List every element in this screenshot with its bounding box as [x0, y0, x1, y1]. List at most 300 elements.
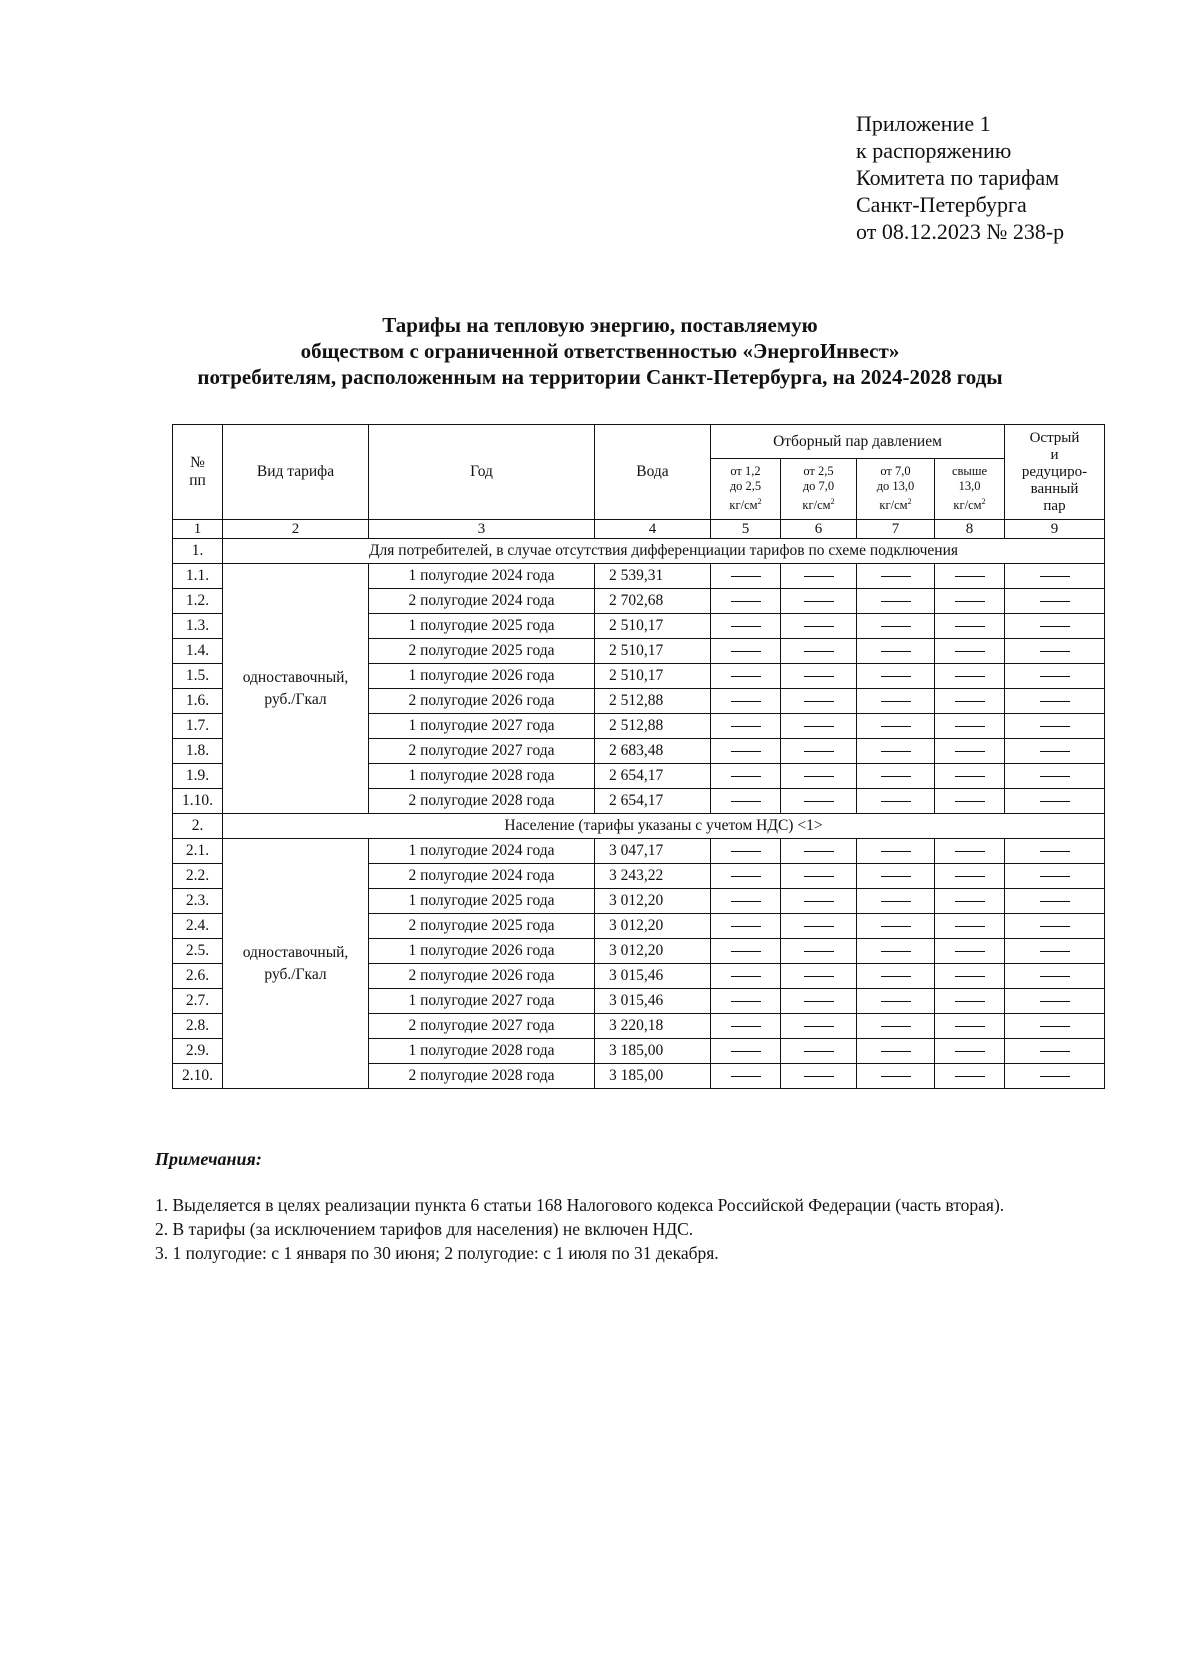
dash-mark: [1040, 601, 1070, 602]
empty-value-cell: [1005, 964, 1105, 989]
header-voda: Вода: [595, 425, 711, 520]
row-number: 2.10.: [173, 1064, 223, 1089]
appendix-line: Комитета по тарифам: [856, 165, 1060, 190]
empty-value-cell: [935, 1014, 1005, 1039]
empty-value-cell: [1005, 739, 1105, 764]
dash-mark: [881, 926, 911, 927]
header-god: Год: [369, 425, 595, 520]
tariff-type-line: одноставочный,: [242, 943, 349, 961]
dash-mark: [804, 651, 834, 652]
dash-mark: [1040, 701, 1070, 702]
empty-value-cell: [857, 864, 935, 889]
column-number: 4: [595, 520, 711, 539]
row-number: 2.2.: [173, 864, 223, 889]
dash-mark: [955, 1051, 985, 1052]
dash-mark: [881, 701, 911, 702]
row-number: 1.1.: [173, 564, 223, 589]
row-number: 2.6.: [173, 964, 223, 989]
dash-mark: [955, 601, 985, 602]
header-ostry: [1005, 425, 1105, 520]
dash-mark: [1040, 626, 1070, 627]
water-tariff-cell: 2 510,17: [595, 639, 711, 664]
dash-mark: [881, 1051, 911, 1052]
column-number: 3: [369, 520, 595, 539]
empty-value-cell: [935, 589, 1005, 614]
empty-value-cell: [711, 739, 781, 764]
empty-value-cell: [711, 839, 781, 864]
empty-value-cell: [1005, 1014, 1105, 1039]
empty-value-cell: [1005, 614, 1105, 639]
water-tariff-cell: 2 539,31: [595, 564, 711, 589]
water-tariff-cell: 2 512,88: [595, 689, 711, 714]
dash-mark: [804, 601, 834, 602]
water-tariff-cell: 3 012,20: [595, 939, 711, 964]
water-tariff-cell: 2 683,48: [595, 739, 711, 764]
empty-value-cell: [711, 1014, 781, 1039]
row-number: 1.10.: [173, 789, 223, 814]
header-num: [173, 425, 223, 520]
tariff-type-line: руб./Гкал: [264, 965, 327, 983]
water-tariff-cell: 3 185,00: [595, 1039, 711, 1064]
water-tariff-cell: 2 654,17: [595, 789, 711, 814]
empty-value-cell: [857, 964, 935, 989]
empty-value-cell: [711, 764, 781, 789]
dash-mark: [1040, 851, 1070, 852]
empty-value-cell: [711, 714, 781, 739]
water-tariff-cell: 3 243,22: [595, 864, 711, 889]
empty-value-cell: [1005, 714, 1105, 739]
dash-mark: [1040, 726, 1070, 727]
empty-value-cell: [857, 714, 935, 739]
empty-value-cell: [857, 1039, 935, 1064]
empty-value-cell: [711, 689, 781, 714]
dash-mark: [955, 876, 985, 877]
dash-mark: [731, 1026, 761, 1027]
dash-mark: [1040, 1001, 1070, 1002]
empty-value-cell: [935, 639, 1005, 664]
empty-value-cell: [1005, 789, 1105, 814]
empty-value-cell: [935, 889, 1005, 914]
tariff-table: [172, 424, 1105, 1089]
note-item: 3. 1 полугодие: с 1 января по 30 июня; 2 полугодие: с 1 июля по 31 декабря.: [155, 1243, 719, 1263]
empty-value-cell: [711, 889, 781, 914]
dash-mark: [955, 576, 985, 577]
dash-mark: [955, 901, 985, 902]
note-item: 1. Выделяется в целях реализации пункта 6 статьи 168 Налогового кодекса Российской Федерации (часть вторая).: [155, 1195, 1005, 1215]
tariff-type-line: руб./Гкал: [264, 690, 327, 708]
dash-mark: [881, 1001, 911, 1002]
dash-mark: [731, 676, 761, 677]
pressure-unit: кг/см: [802, 498, 831, 513]
period-cell: 2 полугодие 2026 года: [369, 964, 595, 989]
appendix-line: Санкт-Петербурга: [856, 192, 1027, 217]
dash-mark: [1040, 576, 1070, 577]
empty-value-cell: [781, 789, 857, 814]
dash-mark: [731, 751, 761, 752]
dash-mark: [804, 901, 834, 902]
water-tariff-cell: 3 012,20: [595, 889, 711, 914]
dash-mark: [804, 726, 834, 727]
tariff-type-cell: [223, 564, 369, 814]
dash-mark: [1040, 1051, 1070, 1052]
empty-value-cell: [857, 664, 935, 689]
empty-value-cell: [781, 939, 857, 964]
dash-mark: [804, 1001, 834, 1002]
empty-value-cell: [935, 714, 1005, 739]
row-number: 1.7.: [173, 714, 223, 739]
empty-value-cell: [935, 689, 1005, 714]
empty-value-cell: [857, 914, 935, 939]
dash-mark: [955, 1076, 985, 1077]
section-row: [173, 539, 1105, 564]
empty-value-cell: [711, 614, 781, 639]
dash-mark: [804, 1026, 834, 1027]
water-tariff-cell: 3 220,18: [595, 1014, 711, 1039]
dash-mark: [955, 651, 985, 652]
pressure-to: до 7,0: [802, 479, 835, 494]
dash-mark: [955, 751, 985, 752]
pressure-from: свыше: [951, 464, 988, 479]
empty-value-cell: [781, 1064, 857, 1089]
water-tariff-cell: 3 015,46: [595, 964, 711, 989]
tariff-type-line: одноставочный,: [242, 668, 349, 686]
dash-mark: [881, 676, 911, 677]
row-number: 2.9.: [173, 1039, 223, 1064]
dash-mark: [881, 576, 911, 577]
dash-mark: [955, 926, 985, 927]
dash-mark: [955, 851, 985, 852]
empty-value-cell: [711, 564, 781, 589]
dash-mark: [955, 801, 985, 802]
dash-mark: [731, 876, 761, 877]
empty-value-cell: [711, 964, 781, 989]
dash-mark: [1040, 976, 1070, 977]
empty-value-cell: [781, 614, 857, 639]
empty-value-cell: [1005, 689, 1105, 714]
pressure-unit: кг/см: [879, 498, 908, 513]
empty-value-cell: [935, 864, 1005, 889]
pressure-from: от 1,2: [730, 464, 761, 479]
header-pressure-range: [857, 459, 935, 520]
empty-value-cell: [1005, 564, 1105, 589]
dash-mark: [731, 951, 761, 952]
dash-mark: [731, 601, 761, 602]
dash-mark: [881, 601, 911, 602]
water-tariff-cell: 3 047,17: [595, 839, 711, 864]
dash-mark: [1040, 951, 1070, 952]
empty-value-cell: [781, 739, 857, 764]
dash-mark: [731, 901, 761, 902]
empty-value-cell: [711, 639, 781, 664]
empty-value-cell: [1005, 1039, 1105, 1064]
period-cell: 2 полугодие 2026 года: [369, 689, 595, 714]
notes-title: Примечания:: [155, 1149, 262, 1169]
period-cell: 1 полугодие 2026 года: [369, 664, 595, 689]
pressure-unit-sup: 2: [981, 497, 986, 507]
empty-value-cell: [935, 739, 1005, 764]
empty-value-cell: [857, 614, 935, 639]
period-cell: 2 полугодие 2028 года: [369, 789, 595, 814]
dash-mark: [731, 976, 761, 977]
header-num-line: пп: [189, 472, 206, 489]
dash-mark: [881, 751, 911, 752]
dash-mark: [804, 701, 834, 702]
dash-mark: [804, 576, 834, 577]
empty-value-cell: [711, 939, 781, 964]
row-number: 1.3.: [173, 614, 223, 639]
row-number: 1.9.: [173, 764, 223, 789]
table-body: [173, 539, 1105, 1089]
empty-value-cell: [1005, 864, 1105, 889]
dash-mark: [881, 951, 911, 952]
dash-mark: [1040, 1026, 1070, 1027]
dash-mark: [881, 976, 911, 977]
period-cell: 1 полугодие 2027 года: [369, 714, 595, 739]
pressure-unit-sup: 2: [907, 497, 912, 507]
dash-mark: [731, 1051, 761, 1052]
period-cell: 2 полугодие 2027 года: [369, 739, 595, 764]
section-row: [173, 814, 1105, 839]
water-tariff-cell: 2 510,17: [595, 664, 711, 689]
header-pressure-range: [935, 459, 1005, 520]
dash-mark: [881, 726, 911, 727]
dash-mark: [1040, 776, 1070, 777]
empty-value-cell: [935, 614, 1005, 639]
note-item: 2. В тарифы (за исключением тарифов для населения) не включен НДС.: [155, 1219, 694, 1239]
row-number: 2.3.: [173, 889, 223, 914]
empty-value-cell: [711, 989, 781, 1014]
dash-mark: [955, 976, 985, 977]
water-tariff-cell: 3 185,00: [595, 1064, 711, 1089]
dash-mark: [731, 926, 761, 927]
row-number: 1.2.: [173, 589, 223, 614]
header-num-line: №: [190, 454, 205, 471]
water-tariff-cell: 3 015,46: [595, 989, 711, 1014]
empty-value-cell: [1005, 989, 1105, 1014]
empty-value-cell: [781, 914, 857, 939]
pressure-unit-sup: 2: [757, 497, 762, 507]
period-cell: 1 полугодие 2024 года: [369, 839, 595, 864]
period-cell: 1 полугодие 2028 года: [369, 764, 595, 789]
empty-value-cell: [781, 589, 857, 614]
dash-mark: [1040, 651, 1070, 652]
empty-value-cell: [857, 689, 935, 714]
empty-value-cell: [1005, 889, 1105, 914]
pressure-to: 13,0: [958, 479, 981, 494]
appendix-line: от 08.12.2023 № 238-р: [856, 219, 1065, 244]
empty-value-cell: [1005, 764, 1105, 789]
period-cell: 2 полугодие 2025 года: [369, 914, 595, 939]
dash-mark: [731, 1001, 761, 1002]
empty-value-cell: [711, 1039, 781, 1064]
dash-mark: [881, 651, 911, 652]
title-line: потребителям, расположенным на территории Санкт-Петербурга, на 2024-2028 годы: [197, 365, 1003, 389]
dash-mark: [1040, 676, 1070, 677]
empty-value-cell: [711, 1064, 781, 1089]
empty-value-cell: [1005, 1064, 1105, 1089]
empty-value-cell: [857, 1014, 935, 1039]
dash-mark: [804, 851, 834, 852]
empty-value-cell: [857, 639, 935, 664]
empty-value-cell: [781, 889, 857, 914]
section-title: Население (тарифы указаны с учетом НДС) <1>: [223, 814, 1105, 839]
dash-mark: [731, 1076, 761, 1077]
empty-value-cell: [781, 714, 857, 739]
dash-mark: [804, 1051, 834, 1052]
empty-value-cell: [857, 989, 935, 1014]
table-row: [173, 839, 1105, 864]
empty-value-cell: [935, 989, 1005, 1014]
empty-value-cell: [781, 989, 857, 1014]
dash-mark: [881, 1076, 911, 1077]
dash-mark: [731, 626, 761, 627]
empty-value-cell: [935, 564, 1005, 589]
empty-value-cell: [1005, 839, 1105, 864]
empty-value-cell: [857, 939, 935, 964]
empty-value-cell: [1005, 939, 1105, 964]
dash-mark: [804, 776, 834, 777]
empty-value-cell: [1005, 639, 1105, 664]
empty-value-cell: [781, 664, 857, 689]
row-number: 1.4.: [173, 639, 223, 664]
empty-value-cell: [935, 914, 1005, 939]
dash-mark: [804, 801, 834, 802]
dash-mark: [804, 876, 834, 877]
empty-value-cell: [781, 1014, 857, 1039]
row-number: 2.8.: [173, 1014, 223, 1039]
empty-value-cell: [781, 639, 857, 664]
row-number: 2.7.: [173, 989, 223, 1014]
header-ostry-line: ванный: [1030, 480, 1079, 497]
empty-value-cell: [711, 589, 781, 614]
dash-mark: [804, 1076, 834, 1077]
empty-value-cell: [857, 764, 935, 789]
water-tariff-cell: 2 510,17: [595, 614, 711, 639]
dash-mark: [731, 701, 761, 702]
dash-mark: [955, 951, 985, 952]
period-cell: 2 полугодие 2024 года: [369, 589, 595, 614]
appendix-line: Приложение 1: [856, 111, 991, 136]
pressure-unit: кг/см: [953, 498, 982, 513]
dash-mark: [955, 726, 985, 727]
pressure-unit-sup: 2: [830, 497, 835, 507]
column-number: 9: [1005, 520, 1105, 539]
empty-value-cell: [935, 1064, 1005, 1089]
header-ostry-line: и: [1050, 446, 1059, 463]
empty-value-cell: [935, 1039, 1005, 1064]
empty-value-cell: [1005, 664, 1105, 689]
period-cell: 1 полугодие 2026 года: [369, 939, 595, 964]
section-title: Для потребителей, в случае отсутствия дифференциации тарифов по схеме подключения: [223, 539, 1105, 564]
pressure-to: до 2,5: [729, 479, 762, 494]
row-number: 2.1.: [173, 839, 223, 864]
section-number: 2.: [173, 814, 223, 839]
dash-mark: [955, 626, 985, 627]
dash-mark: [955, 1001, 985, 1002]
dash-mark: [955, 701, 985, 702]
dash-mark: [881, 901, 911, 902]
dash-mark: [804, 676, 834, 677]
period-cell: 2 полугодие 2028 года: [369, 1064, 595, 1089]
empty-value-cell: [857, 1064, 935, 1089]
row-number: 1.5.: [173, 664, 223, 689]
period-cell: 1 полугодие 2025 года: [369, 614, 595, 639]
empty-value-cell: [1005, 589, 1105, 614]
title-line: обществом с ограниченной ответственностью «ЭнергоИнвест»: [300, 339, 900, 363]
dash-mark: [1040, 926, 1070, 927]
dash-mark: [804, 926, 834, 927]
dash-mark: [881, 1026, 911, 1027]
empty-value-cell: [781, 864, 857, 889]
dash-mark: [731, 726, 761, 727]
dash-mark: [731, 801, 761, 802]
column-number: 5: [711, 520, 781, 539]
empty-value-cell: [781, 1039, 857, 1064]
column-number: 1: [173, 520, 223, 539]
dash-mark: [731, 576, 761, 577]
notes-block: [155, 1193, 1105, 1265]
water-tariff-cell: 2 512,88: [595, 714, 711, 739]
dash-mark: [804, 976, 834, 977]
dash-mark: [1040, 801, 1070, 802]
period-cell: 1 полугодие 2027 года: [369, 989, 595, 1014]
row-number: 1.6.: [173, 689, 223, 714]
column-number: 6: [781, 520, 857, 539]
document-title: [0, 312, 1200, 390]
section-number: 1.: [173, 539, 223, 564]
dash-mark: [731, 776, 761, 777]
empty-value-cell: [781, 689, 857, 714]
row-number: 2.5.: [173, 939, 223, 964]
dash-mark: [881, 626, 911, 627]
empty-value-cell: [935, 964, 1005, 989]
dash-mark: [1040, 751, 1070, 752]
dash-mark: [881, 801, 911, 802]
empty-value-cell: [781, 964, 857, 989]
header-ostry-line: редуциро-: [1021, 463, 1088, 480]
empty-value-cell: [781, 764, 857, 789]
header-otbor: Отборный пар давлением: [711, 425, 1005, 459]
appendix-line: к распоряжению: [856, 138, 1012, 163]
dash-mark: [955, 676, 985, 677]
empty-value-cell: [857, 839, 935, 864]
dash-mark: [955, 776, 985, 777]
dash-mark: [731, 651, 761, 652]
empty-value-cell: [711, 914, 781, 939]
dash-mark: [1040, 876, 1070, 877]
pressure-from: от 7,0: [880, 464, 911, 479]
header-pressure-range: [781, 459, 857, 520]
empty-value-cell: [935, 664, 1005, 689]
dash-mark: [881, 851, 911, 852]
column-number: 2: [223, 520, 369, 539]
tariff-type-cell: [223, 839, 369, 1089]
header-ostry-line: пар: [1043, 497, 1066, 514]
row-number: 1.8.: [173, 739, 223, 764]
header-pressure-range: [711, 459, 781, 520]
dash-mark: [804, 751, 834, 752]
water-tariff-cell: 2 654,17: [595, 764, 711, 789]
header-ostry-line: Острый: [1029, 429, 1080, 446]
period-cell: 1 полугодие 2025 года: [369, 889, 595, 914]
table-row: [173, 564, 1105, 589]
period-cell: 2 полугодие 2024 года: [369, 864, 595, 889]
empty-value-cell: [1005, 914, 1105, 939]
period-cell: 1 полугодие 2024 года: [369, 564, 595, 589]
dash-mark: [804, 626, 834, 627]
empty-value-cell: [857, 889, 935, 914]
empty-value-cell: [857, 564, 935, 589]
